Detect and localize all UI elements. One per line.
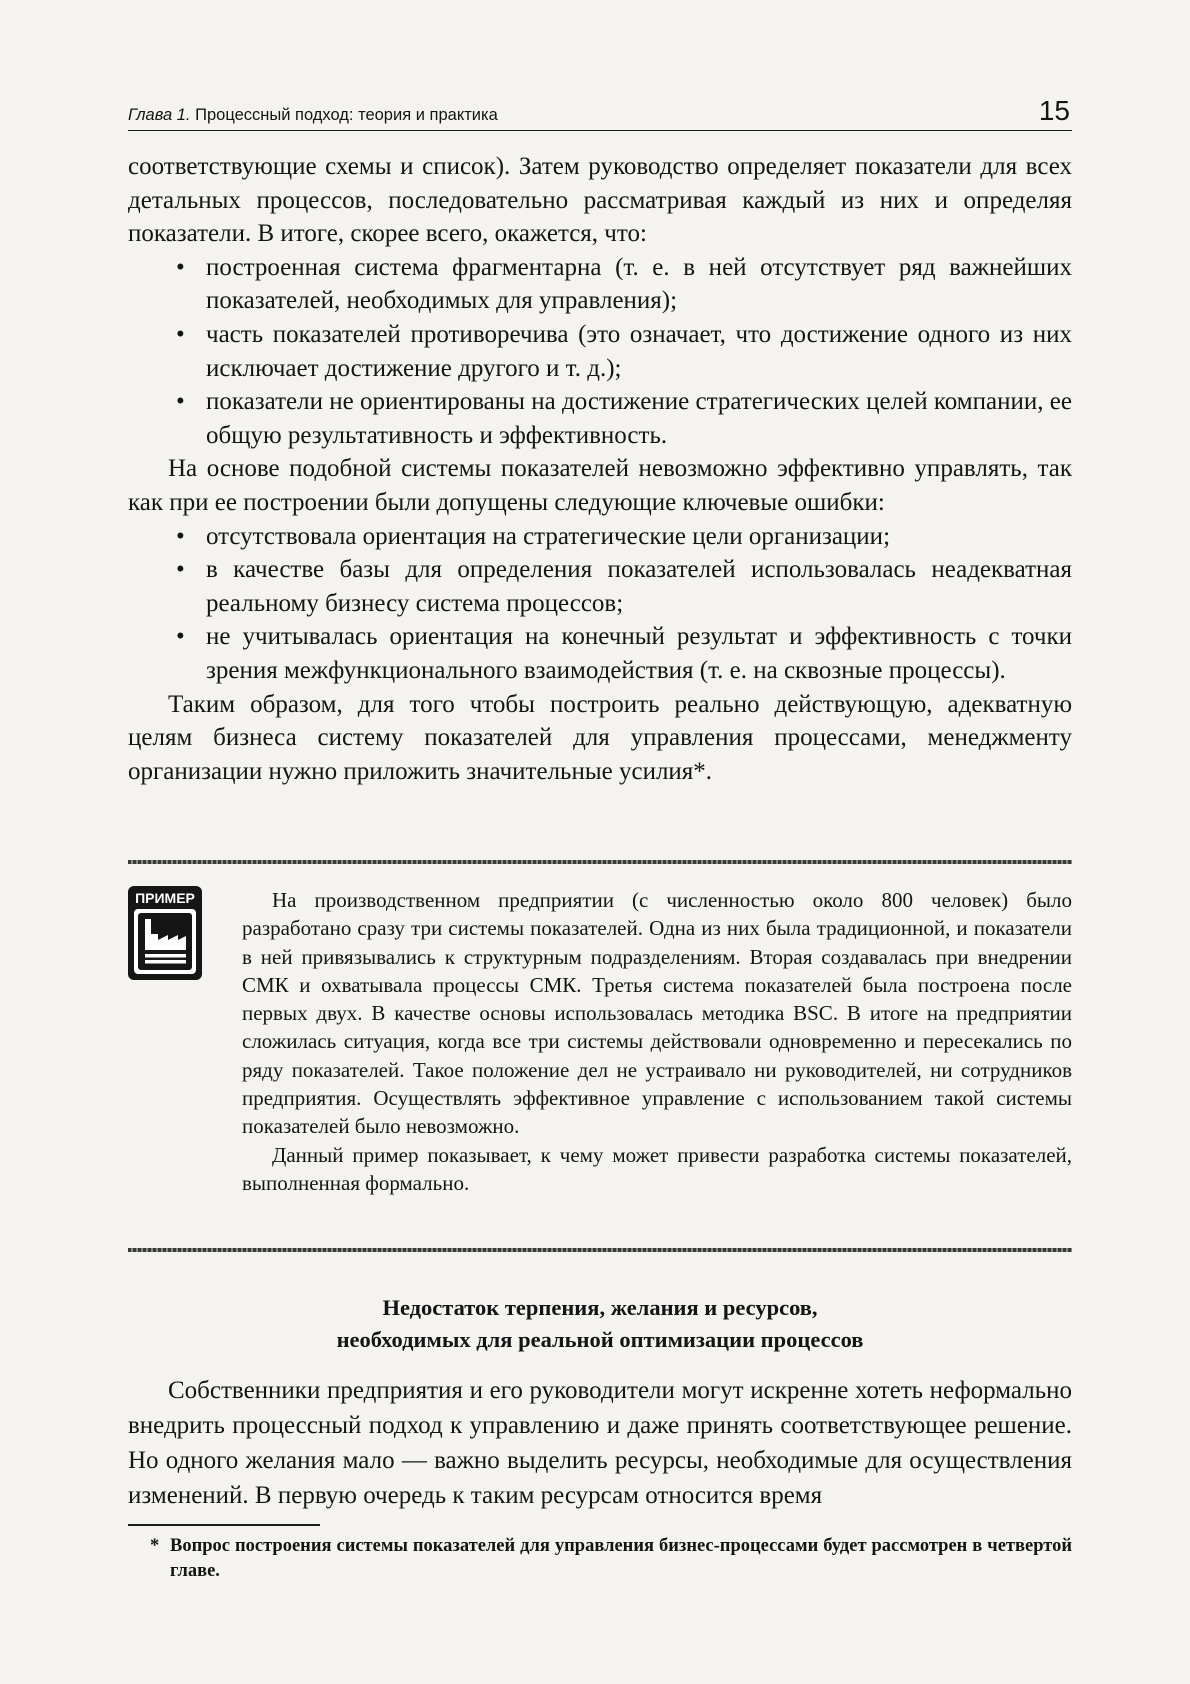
paragraph: Таким образом, для того чтобы построить реально действующую, адекватную целям бизнеса систему показателей для управления процессами, менеджменту организации нужно приложить значительные усилия*. [128,690,1072,785]
list-item [128,553,1072,620]
bullet-list [128,520,1072,688]
list-item [128,251,1072,318]
example-label: ПРИМЕР [135,890,195,906]
factory-icon [128,886,202,980]
footnote-text: Вопрос построения системы показателей для управления бизнес-процессами будет рассмотрен в четвертой главе. [170,1536,1072,1581]
list-item [128,620,1072,687]
chapter-reference [128,106,498,125]
example-icon [128,886,202,980]
paragraph: Собственники предприятия и его руководители могут искренне хотеть неформально внедрить процессный подход к управлению и даже принять соответствующее решение. Но одного желания мало — важно выделить ресурсы, необходимые для осуществления изменений. В первую очередь к таким ресурсам относится время [128,1377,1072,1509]
bullet-icon: • [176,253,185,281]
footnote-mark: * [150,1536,160,1556]
page-number: 15 [1038,95,1070,126]
example-text [242,886,1072,1197]
bullet-icon: • [176,623,185,651]
list-item [128,385,1072,452]
example-bottom-rule [128,1248,1072,1252]
section-heading-line: необходимых для реальной оптимизации процессов [336,1327,864,1352]
example-paragraph: Данный пример показывает, к чему может привести разработка системы показателей, выполненная формально. [242,1142,1072,1195]
example-top-rule [128,860,1072,864]
chapter-label: Глава 1. [128,106,191,124]
bullet-icon: • [176,556,185,584]
list-item-text: показатели не ориентированы на достижение стратегических целей компании, ее общую результативность и эффективность. [206,388,1072,449]
section-heading-line: Недостаток терпения, желания и ресурсов, [382,1295,818,1320]
running-header [128,96,1072,131]
list-item-text: в качестве базы для определения показателей использовалась неадекватная реальному бизнесу система процессов; [206,556,1072,617]
list-item-text: построенная система фрагментарна (т. е. в ней отсутствует ряд важнейших показателей, необходимых для управления); [206,253,1072,315]
paragraph: На основе подобной системы показателей невозможно эффективно управлять, так как при ее построении были допущены следующие ключевые ошибки: [128,455,1072,516]
bullet-icon: • [176,388,185,416]
list-item-text: отсутствовала ориентация на стратегические цели организации; [206,522,891,550]
paragraph: соответствующие схемы и список). Затем руководство определяет показатели для всех детальных процессов, последовательно рассматривая каждый из них и определяя показатели. В итоге, скорее всего, окажется, что: [128,153,1072,248]
example-paragraph: На производственном предприятии (с численностью около 800 человек) было разработано сразу три системы показателей. Одна из них была традиционной, и показатели в ней привязывались к структурным подразделениям. Вторая создавалась при внедрении СМК и охватывала процессы СМК. Третья система показателей была построена после первых двух. В качестве основы использовалась методика BSC. В итоге на предприятии сложилась ситуация, когда все три системы действовали одновременно и пересекались по ряду показателей. Такое положение дел не устраивало ни руководителей, ни сотрудников предприятия. Осуществлять эффективное управление с использованием такой системы показателей было невозможно. [242,888,1072,1139]
bullet-list [128,251,1072,453]
footnote-separator [128,1524,320,1526]
section-text [128,1373,1072,1513]
list-item-text: часть показателей противоречива (это означает, что достижение одного из них исключает достижение другого и т. д.); [206,320,1072,382]
list-item-text: не учитывалась ориентация на конечный результат и эффективность с точки зрения межфункционального взаимодействия (т. е. на сквозные процессы). [206,623,1072,684]
bullet-icon: • [176,522,185,550]
main-text [128,150,1072,788]
chapter-title: Процессный подход: теория и практика [195,106,498,124]
bullet-icon: • [176,320,185,348]
list-item [128,318,1072,385]
footnote [128,1534,1072,1584]
section-heading [128,1292,1072,1356]
list-item [128,520,1072,554]
